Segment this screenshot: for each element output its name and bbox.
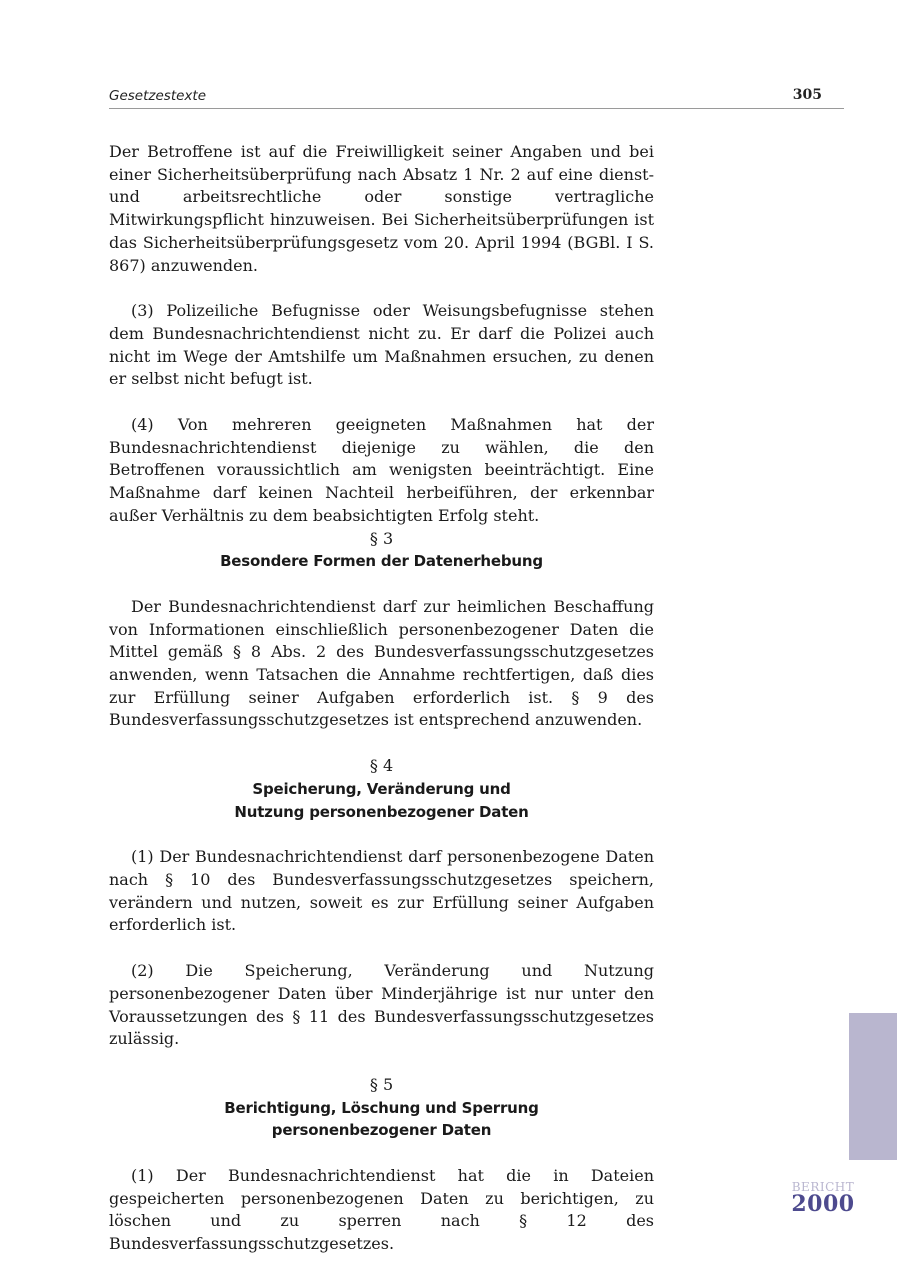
section-3-number: § 3 bbox=[369, 528, 394, 548]
bericht-2000-logo bbox=[787, 1180, 859, 1217]
section-4-title-line2: Nutzung personenbezogener Daten bbox=[234, 802, 529, 821]
page-header bbox=[109, 86, 844, 109]
section-5-paragraph-1: (1) Der Bundesnachrichtendienst hat die in Dateien gespeicherten personenbezogenen Daten zu berichtigen, zu löschen und zu sperren nach § 12 des Bundesverfassungsschutzgesetzes. bbox=[109, 1166, 654, 1254]
section-4-paragraph-1: (1) Der Bundesnachrichtendienst darf personenbezogene Daten nach § 10 des Bundesverfassungsschutzgesetzes speichern, verändern und nutzen, soweit es zur Erfüllung seiner Aufgaben erforderlich ist. bbox=[109, 847, 654, 935]
logo-year: 2000 bbox=[791, 1191, 855, 1217]
section-5-title-line1: Berichtigung, Löschung und Sperrung bbox=[224, 1098, 539, 1117]
side-color-tab bbox=[849, 1013, 897, 1160]
page-body bbox=[109, 141, 654, 1256]
paragraph-abs4: (4) Von mehreren geeigneten Maßnahmen hat der Bundesnachrichtendienst diejenige zu wählen, die den Betroffenen voraussichtlich am wenigsten beeinträchtigt. Eine Maßnahme darf keinen Nachteil herbeiführen, der erkennbar außer Verhältnis zu dem beabsichtigten Erfolg steht. bbox=[109, 415, 654, 525]
running-title: Gesetzestexte bbox=[109, 88, 207, 104]
section-5-number: § 5 bbox=[369, 1074, 394, 1094]
section-4-paragraph-2: (2) Die Speicherung, Veränderung und Nutzung personenbezogener Daten über Minderjährige ist nur unter den Voraussetzungen des § 11 des Bundesverfassungsschutzgesetzes zulässig. bbox=[109, 961, 654, 1049]
section-3-title: Besondere Formen der Datenerhebung bbox=[220, 552, 543, 571]
section-3-paragraph: Der Bundesnachrichtendienst darf zur heimlichen Beschaffung von Informationen einschließlich personenbezogener Daten die Mittel gemäß § 8 Abs. 2 des Bundesverfassungsschutzgesetzes anwenden, wenn Tatsachen die Annahme rechtfertigen, daß dies zur Erfüllung seiner Aufgaben erforderlich ist. § 9 des Bundesverfassungsschutzgesetzes ist entsprechend anzuwenden. bbox=[109, 596, 654, 730]
logo-word: BERICHT bbox=[791, 1180, 855, 1194]
page-number: 305 bbox=[792, 87, 822, 103]
paragraph-abs3: (3) Polizeiliche Befugnisse oder Weisungsbefugnisse stehen dem Bundesnachrichtendienst nicht zu. Er darf die Polizei auch nicht im Wege der Amtshilfe um Maßnahmen ersuchen, zu denen er selbst nicht befugt ist. bbox=[109, 301, 654, 389]
section-5-title-line2: personenbezogener Daten bbox=[271, 1121, 492, 1140]
section-4-number: § 4 bbox=[369, 756, 394, 776]
paragraph-intro: Der Betroffene ist auf die Freiwilligkeit seiner Angaben und bei einer Sicherheitsüberprüfung nach Absatz 1 Nr. 2 auf eine dienst- und arbeitsrechtliche oder sonstige vertragliche Mitwirkungspflicht hinzuweisen. Bei Sicherheitsüberprüfungen ist das Sicherheitsüberprüfungsgesetz vom 20. April 1994 (BGBl. I S. 867) anzuwenden. bbox=[109, 142, 654, 275]
section-4-title-line1: Speicherung, Veränderung und bbox=[252, 779, 511, 798]
